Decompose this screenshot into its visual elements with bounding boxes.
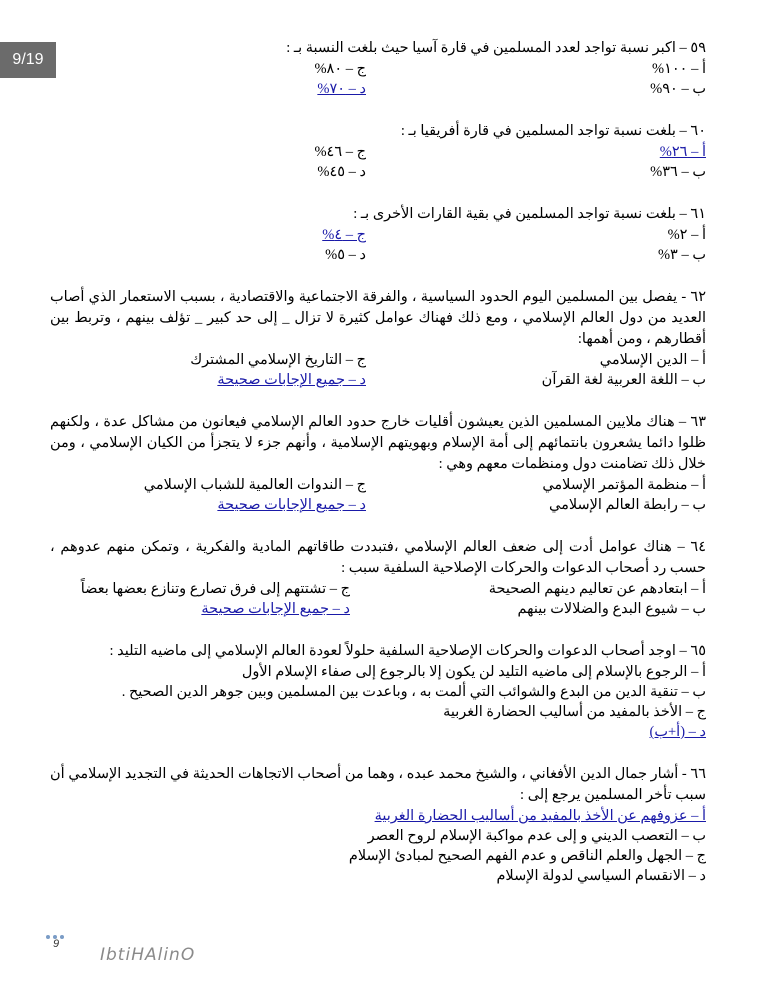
option-c-correct: ج – ٤% [322, 227, 366, 243]
options-grid [50, 475, 706, 515]
option-a: أ – الرجوع بالإسلام إلى ماضيه التليد لن يكون إلا بالرجوع إلى صفاء الإسلام الأول [241, 664, 706, 680]
option-c: ج – التاريخ الإسلامي المشترك [190, 352, 366, 368]
option-b: ب – شيوع البدع والضلالات بينهم [517, 601, 706, 617]
question-64 [50, 537, 706, 619]
option-a-correct: أ – ٢٦% [659, 144, 706, 160]
question-60 [50, 121, 706, 182]
options-column-left [190, 350, 366, 390]
option-d-correct: د – جميع الإجابات صحيحة [217, 497, 366, 513]
options-column-left [322, 225, 366, 265]
option-b: ب – ٩٠% [650, 81, 706, 97]
option-d: د – الانقسام السياسي لدولة الإسلام [496, 868, 706, 884]
option-c: ج – ٤٦% [314, 144, 366, 160]
option-c: ج – الجهل والعلم الناقص و عدم الفهم الصحيح لمبادئ الإسلام [348, 848, 706, 864]
option-a-correct: أ – عزوفهم عن الأخذ بالمفيد من أساليب الحضارة الغربية [374, 808, 706, 824]
question-59 [50, 38, 706, 99]
question-65 [50, 641, 706, 742]
page-indicator-badge: 9/19 [0, 42, 56, 78]
option-c: ج – الندوات العالمية للشباب الإسلامي [143, 477, 366, 493]
options-column-right [366, 142, 706, 182]
options-column-left [144, 475, 366, 515]
options-column-left [314, 59, 366, 99]
option-c: ج – تشتتهم إلى فرق تصارع وتنازع بعضها بعضاً [80, 581, 350, 597]
question-stem: ٥٩ – اكبر نسبة تواجد لعدد المسلمين في قارة آسيا حيث بلغت النسبة بـ : [286, 40, 706, 56]
options-grid [50, 225, 706, 265]
options-grid [50, 142, 706, 182]
options-column-right [366, 350, 706, 390]
option-a: أ – الدين الإسلامي [599, 352, 706, 368]
question-stem: ٦١ – بلغت نسبة تواجد المسلمين في بقية القارات الأخرى بـ : [353, 206, 706, 222]
option-d-correct: د – (أ+ب) [649, 724, 706, 740]
options-column-right [366, 225, 706, 265]
author-signature: IbtiHAlinO [100, 945, 196, 965]
option-c: ج – الأخذ بالمفيد من أساليب الحضارة الغربية [443, 704, 706, 720]
page-number: 9 [53, 938, 60, 950]
option-d-correct: د – جميع الإجابات صحيحة [217, 372, 366, 388]
options-column-left [81, 579, 350, 619]
options-grid [50, 350, 706, 390]
option-a: أ – ١٠٠% [652, 61, 706, 77]
option-a: أ – منظمة المؤتمر الإسلامي [542, 477, 706, 493]
option-c: ج – ٨٠% [314, 61, 366, 77]
question-62 [50, 287, 706, 390]
option-b: ب – ٣٦% [650, 164, 706, 180]
option-d: د – ٤٥% [317, 164, 366, 180]
option-b: ب – التعصب الديني و إلى عدم مواكبة الإسلام لروح العصر [367, 828, 706, 844]
option-d-correct: د – ٧٠% [317, 81, 366, 97]
options-grid [50, 59, 706, 99]
option-a: أ – ٢% [667, 227, 706, 243]
exam-page-content [50, 38, 706, 908]
question-stem: ٦٥ – اوجد أصحاب الدعوات والحركات الإصلاحية السلفية حلولاً لعودة العالم الإسلامي إلى ماضيه التليد : [109, 643, 706, 659]
option-b: ب – تنقية الدين من البدع والشوائب التي ألمت به ، وباعدت بين المسلمين وبين جوهر الدين الصحيح . [121, 684, 706, 700]
options-column-right [366, 59, 706, 99]
question-stem: ٦٠ – بلغت نسبة تواجد المسلمين في قارة أفريقيا بـ : [400, 123, 706, 139]
option-a: أ – ابتعادهم عن تعاليم دينهم الصحيحة [488, 581, 706, 597]
option-b: ب – ٣% [657, 247, 706, 263]
option-d: د – ٥% [325, 247, 366, 263]
option-b: ب – اللغة العربية لغة القرآن [541, 372, 706, 388]
option-b: ب – رابطة العالم الإسلامي [548, 497, 706, 513]
question-stem: ٦٦ - أشار جمال الدين الأفغاني ، والشيخ محمد عبده ، وهما من أصحاب الاتجاهات الحديثة في التجديد الإسلامي أن سبب تأخر المسلمين يرجع إلى : [50, 766, 706, 803]
question-66 [50, 764, 706, 886]
question-63 [50, 412, 706, 515]
option-d-correct: د – جميع الإجابات صحيحة [201, 601, 350, 617]
question-stem: ٦٤ – هناك عوامل أدت إلى ضعف العالم الإسلامي ،فتبددت طاقاتهم المادية والفكرية ، وتمكن منهم عدوهم ، حسب رد أصحاب الدعوات والحركات الإصلاحية السلفية سبب : [50, 539, 706, 576]
options-column-right [350, 579, 706, 619]
question-stem: ٦٢ - يفصل بين المسلمين اليوم الحدود السياسية ، والفرقة الاجتماعية والاقتصادية ، بسبب الاستعمار الذي أصاب العديد من دول العالم الإسلامي ، ومع ذلك فهناك عوامل كثيرة لا تزال _ إلى حد كبير _ تؤلف بينهم ، وتربط بين أقطارهم ، ومن أهمها: [50, 289, 706, 347]
question-61 [50, 204, 706, 265]
options-column-left [314, 142, 366, 182]
options-column-right [366, 475, 706, 515]
options-grid [50, 579, 706, 619]
question-stem: ٦٣ – هناك ملايين المسلمين الذين يعيشون أقليات خارج حدود العالم الإسلامي فيعانون من مشاكل عدة ، ولكنهم ظلوا دائما يشعرون بانتمائهم إلى أمة الإسلام وبهويتهم الإسلامية ، وأنهم جزء لا يتجزأ من الكيان الإسلامي ، ومن خلال ذلك تضامنت دول ومنظمات معهم وهي : [50, 414, 706, 472]
